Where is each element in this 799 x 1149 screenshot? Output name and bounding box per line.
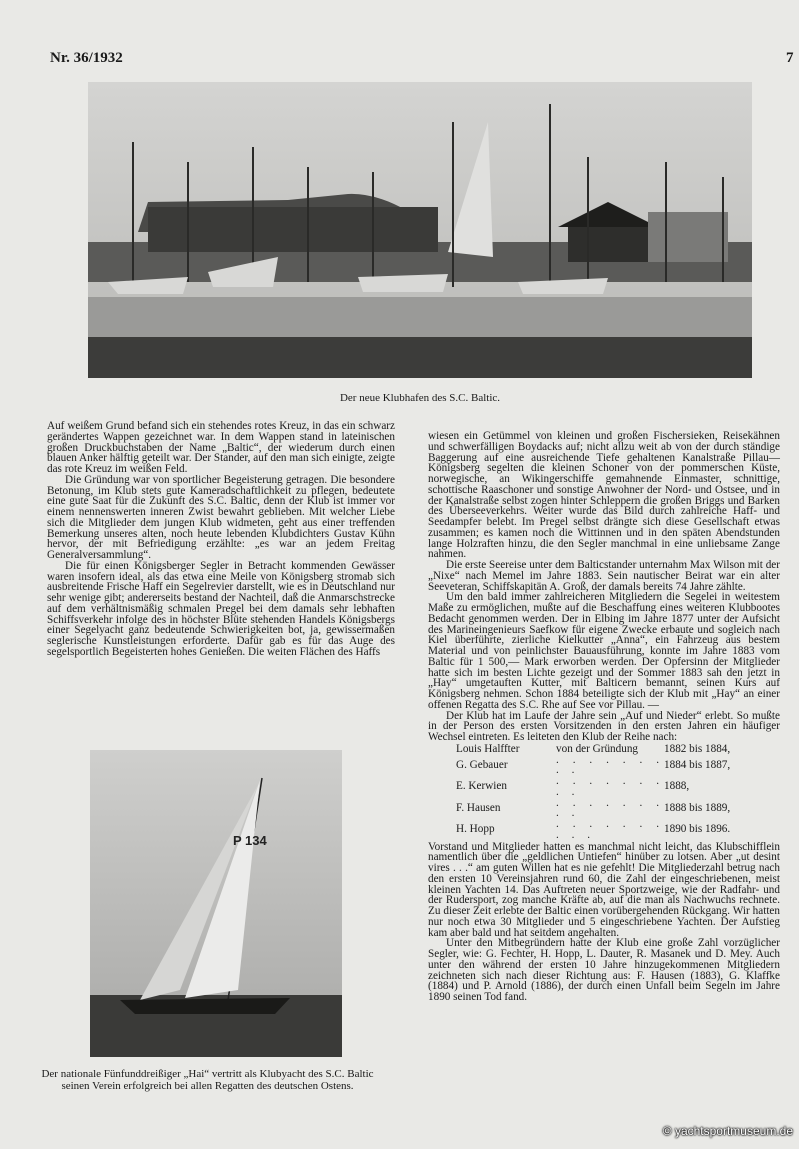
paragraph: Die Gründung war von sportlicher Begeisterung getragen. Die besondere Betonung, im Klub stets gute Kameradschaftlichkeit zu pflegen, bedeutete eine gute Saat für die Zukunft des S.C. Baltic, denn der Klub ist immer vor einem nennenswerten inneren Zwist bewahrt geblieben. Mit welcher Liebe sich die Mitglieder dem jungen Klub widmeten, geht aus einer treffenden Bemerkung unseres alten, noch heute lebenden Klubdichters Gustav Kühn hervor, der mit Befriedigung erzählte: „es war an jedem Freitag Generalversammlung“. <box>47 473 395 561</box>
president-note: . . . . . . . . . <box>556 775 664 798</box>
president-years: 1890 bis 1896. <box>664 823 731 836</box>
president-years: 1884 bis 1887, <box>664 758 731 771</box>
list-item <box>456 798 730 820</box>
list-item <box>456 744 730 755</box>
president-note: . . . . . . . . . <box>556 753 664 777</box>
left-column <box>47 421 395 658</box>
sail-number: P 134 <box>233 833 267 848</box>
president-name: H. Hopp <box>456 823 495 836</box>
page-number: 7 <box>786 50 794 66</box>
paragraph: Die für einen Königsberger Segler in Betracht kommenden Gewässer waren insofern ideal, als das etwa eine Meile von Königsberg stromab sich ausbreitende Frische Haff ein Segelrevier darstellt, wie es in Deutschland nur sehr wenige gibt; andererseits bestand der Nachteil, daß die Anmarschstrecke auf dem verhältnismäßig schmalen Pregel bei dem damals sehr lebhaften Schiffsverkehr infolge des in höchster Blüte stehenden Handels Königsbergs einer Segelyacht ganz bedeutende Schwierigkeiten bot, ja, gewissermaßen seglerische Kunstleistungen erforderte. Dafür gab es für das Auge des segelsportlich Begeisterten hohes Genießen. Die weiten Flächen des Haffs <box>47 559 395 658</box>
president-name: Louis Halffter <box>456 742 520 755</box>
president-name: F. Hausen <box>456 801 501 814</box>
president-note: . . . . . . . . . <box>556 796 664 820</box>
paragraph: Die erste Seereise unter dem Balticstander unternahm Max Wilson mit der „Nixe“ nach Memel im Jahre 1883. Sein nautischer Beirat war ein alter Seeveteran, Schiffskapitän A. Groß, der damals bereits 74 Jahre zählte. <box>428 559 780 593</box>
president-years: 1882 bis 1884, <box>664 742 731 755</box>
paragraph: Vorstand und Mitglieder hatten es manchmal nicht leicht, das Klubschifflein namentlich über die „geldlichen Untiefen“ hinüber zu lotsen. Aber „ut desint vires . . .“ am guten Willen hat es nie gefehlt! Die Mitgliederzahl betrug nach den ersten 10 Vereinsjahren rund 60, die Zahl der eingeschriebenen, meist kleinen Yachten 14. Das Auftreten neuer Sportzweige, wie der Radfahr- und der Rudersport, zog manche Kräfte ab, auf die man als Nachwuchs rechnete. Zu dieser Zeit erlebte der Baltic einen vorübergehenden Rückgang. Wir hatten nur noch etwa 30 Mitglieder und 5 eingeschriebene Yachten. Der Aufstieg kam aber bald und hat seitdem angehalten. <box>428 840 780 939</box>
paragraph: Um den bald immer zahlreicheren Mitgliedern die Segelei in weitestem Maße zu ermöglichen, mußte auf die Beschaffung eines weiteren Klubbootes Bedacht genommen werden. Der in Elbing im Jahre 1877 unter der Aufsicht des Marineingenieurs Saefkow für eigene Zwecke erbaute und sogleich nach Kiel überführte, zierliche Kielkutter „Anna“, ein Fahrzeug aus bestem Material und von peinlichster Bauausführung, konnte im Jahre 1883 vom Baltic für 1 500,— Mark erworben werden. Der Opfersinn der Mitglieder hatte sich im besten Lichte gezeigt und der Sommer 1883 sah den jetzt in „Hay“ umgetauften Kutter, mit Balticern bemannt, seinen Kurs auf Königsberg nehmen. Schon 1884 beteiligte sich der Klub mit „Hay“ an einer offenen Regatta des S.C. Rhe auf See vor Pillau. — <box>428 591 780 711</box>
president-note: von der Gründung <box>556 742 639 755</box>
president-years: 1888 bis 1889, <box>664 801 731 814</box>
watermark: © yachtsportmuseum.de <box>662 1124 793 1138</box>
sailboat-photo-caption: Der nationale Fünfunddreißiger „Hai“ vertritt als Klubyacht des S.C. Baltic seinen Verein erfolgreich bei allen Regatten des deutschen Ostens. <box>41 1068 374 1092</box>
issue-number: Nr. 36/1932 <box>50 50 123 66</box>
president-years: 1888, <box>664 780 690 793</box>
list-item <box>456 776 730 798</box>
paragraph: Auf weißem Grund befand sich ein stehendes rotes Kreuz, in das ein schwarz gerändertes Wappen gezeichnet war. In dem Wappen stand in lateinischen großen Druckbuchstaben der Name „Baltic“, der wiederum durch einen blauen Anker hälftig geteilt war. Der Stander, auf den man sich einigte, zeigte das rote Kreuz im weißen Feld. <box>47 420 395 475</box>
right-column <box>428 431 780 1003</box>
list-item <box>456 755 730 777</box>
paragraph: wiesen ein Getümmel von kleinen und großen Fischersieken, Reisekähnen und schwerfälligen Boydacks auf; nicht allzu weit ab von der durch ständige Baggerung auf eine ausreichende Tiefe gehaltenen Kanalstraße Pillau—Königsberg segelten die kleinen Schoner von der pommerschen Küste, norwegische, an Wikingerschiffe gemahnende Einmaster, schnittige, schottische Raaschoner und sonstige Anwohner der Nord- und Ostsee, und in der Kanalstraße selbst zogen hinter Schleppern die großen Briggs und Barken des Überseeverkehrs. Weiter wurde das Bild durch zahlreiche Haff- und Seedampfer belebt. Im Pregel selbst drängte sich diese Gesellschaft etwas zusammen; es kamen noch die Wittinnen und in den späten Abendstunden lange Holzraften hinzu, die den Segler manchmal in eine unliebsame Zange nahmen. <box>428 430 780 561</box>
list-item <box>456 819 730 841</box>
harbor-photo-caption: Der neue Klubhafen des S.C. Baltic. <box>339 392 501 404</box>
paragraph: Unter den Mitbegründern hatte der Klub eine große Zahl vorzüglicher Segler, wie: G. Fechter, H. Hopp, L. Dauter, R. Masanek und D. Mey. Auch unter den während der ersten 10 Jahre hinzugekommenen Mitgliedern zeichneten sich nach dieser Richtung aus: F. Hausen (1883), G. Klaffke (1884) und P. Arnold (1886), der durch einen Unfall beim Segeln im Jahre 1890 seinen Tod fand. <box>428 937 780 1003</box>
president-note: . . . . . . . . . . <box>556 818 664 841</box>
sailboat-photo <box>90 750 342 1057</box>
paragraph: Der Klub hat im Laufe der Jahre sein „Auf und Nieder“ erlebt. So mußte in der Person des ersten Vorsitzenden in den ersten Jahren ein häufiger Wechsel eintreten. Es leiteten den Klub der Reihe nach: <box>428 709 780 743</box>
harbor-photo <box>88 82 752 378</box>
president-name: E. Kerwien <box>456 780 507 793</box>
president-name: G. Gebauer <box>456 758 508 771</box>
presidents-list <box>456 744 730 841</box>
